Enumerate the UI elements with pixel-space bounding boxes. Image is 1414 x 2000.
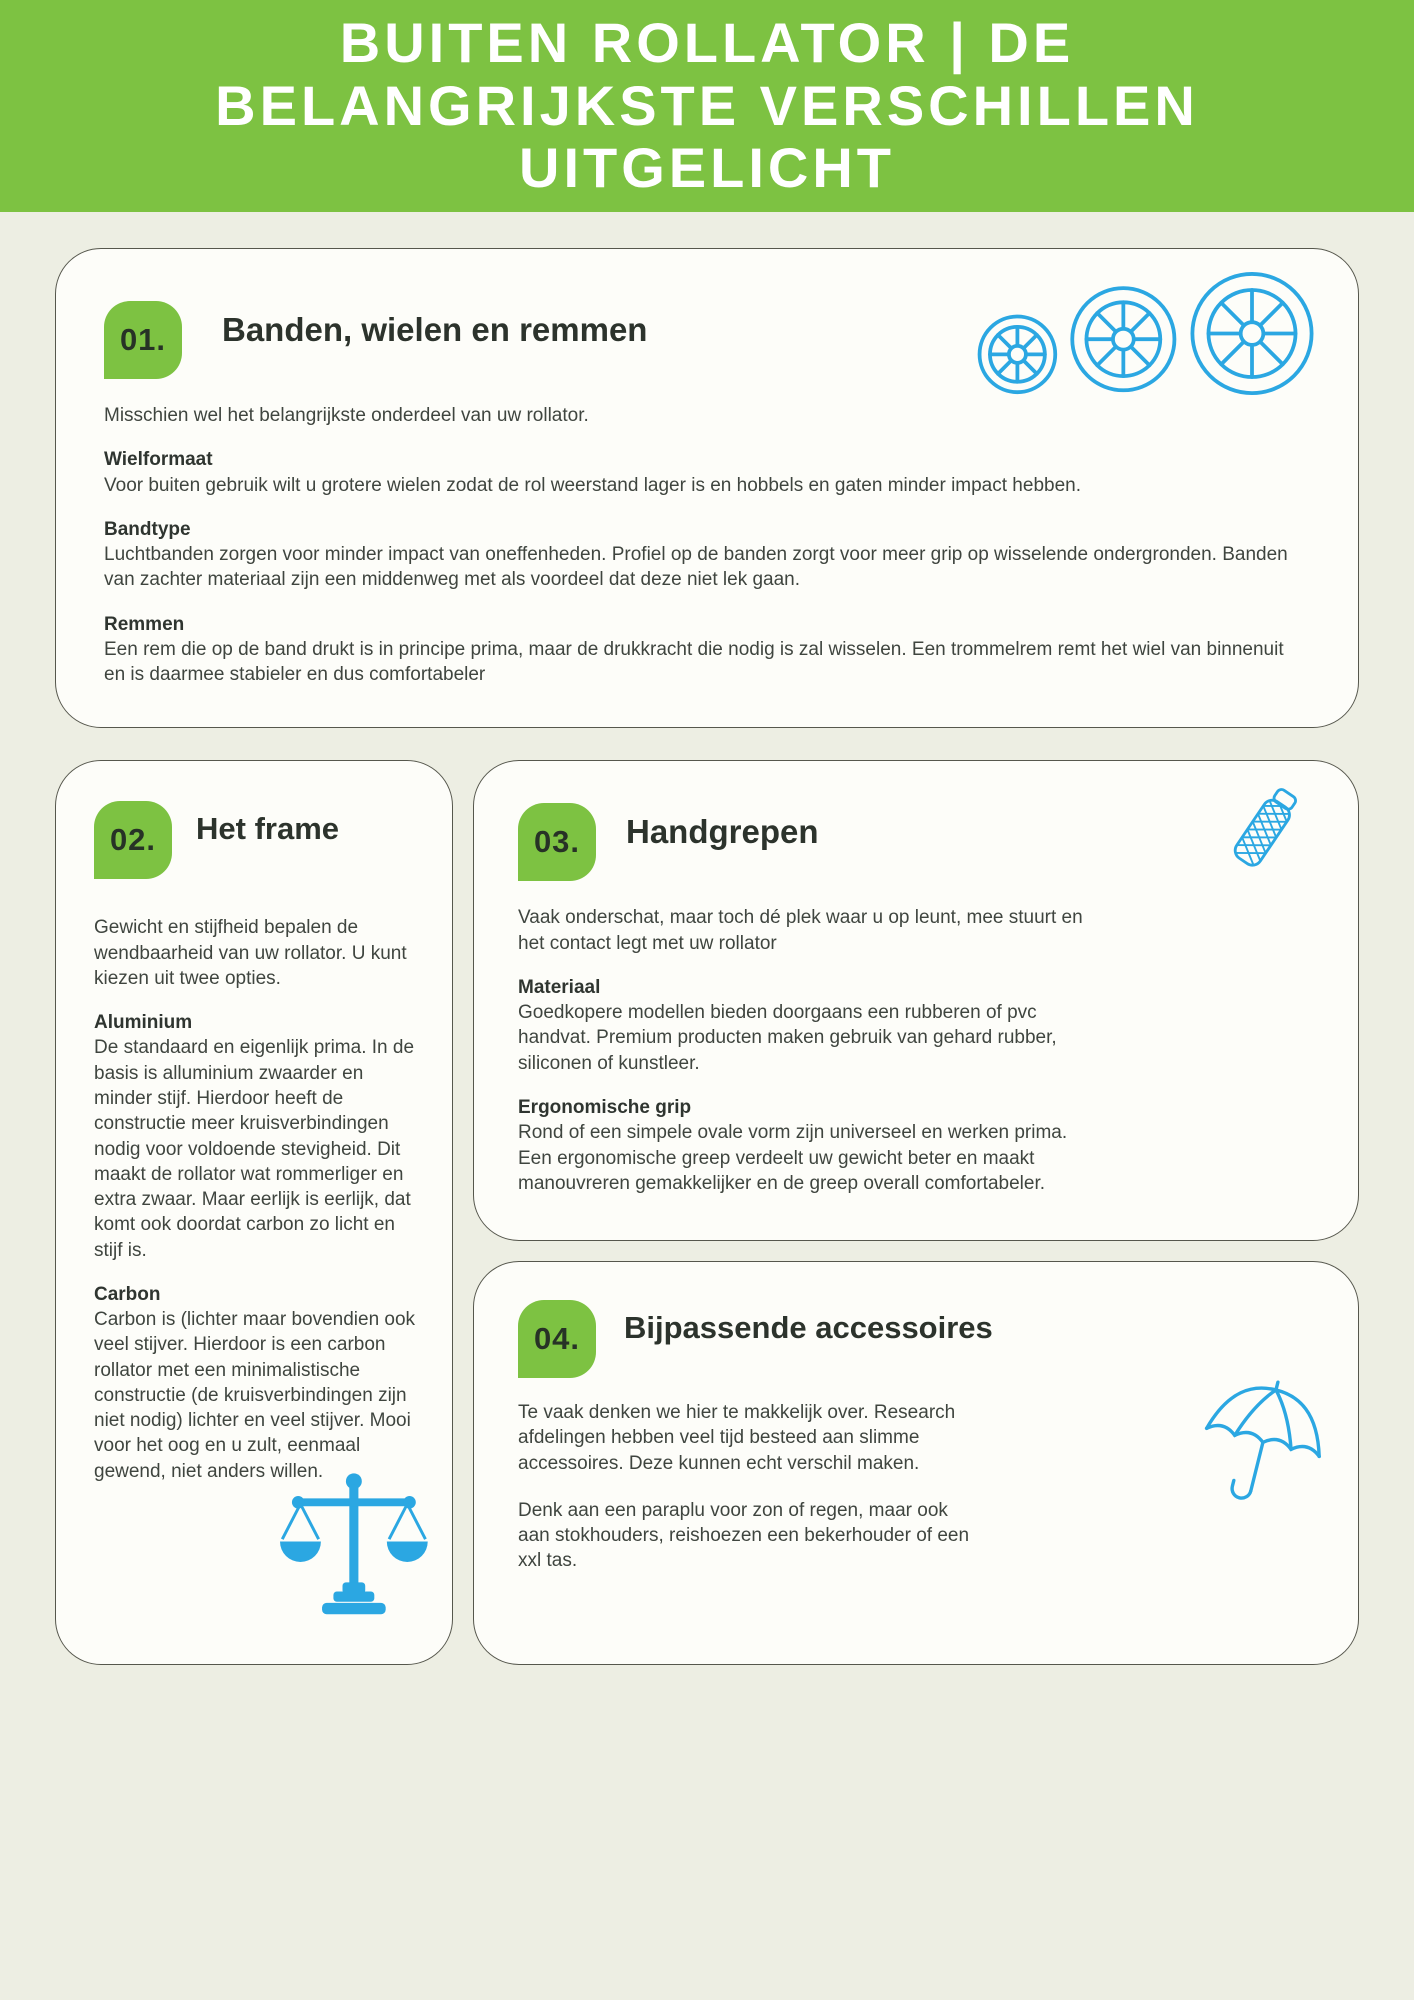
section-materiaal <box>518 975 1314 1076</box>
section-text: De standaard en eigenlijk prima. In de basis is alluminium zwaarder en minder stijf. Hierdoor heeft de constructie meer kruisverbindingen nodig voor voldoende stevigheid. Dit maakt de rollator wat rommerliger en extra zwaar. Maar eerlijk is eerlijk, dat komt ook doordat carbon zo licht en stijf is. <box>94 1037 415 1261</box>
card-3-header <box>518 803 1314 881</box>
section-heading: Bandtype <box>104 518 191 540</box>
section-text: Rond of een simpele ovale vorm zijn universeel en werken prima. Een ergonomische greep verdeelt uw gewicht beter en maakt manouvreren gemakkelijker en de greep overall comfortabeler. <box>518 1122 1068 1194</box>
section-heading: Materiaal <box>518 976 601 998</box>
section-text: Goedkopere modellen bieden doorgaans een rubberen of pvc handvat. Premium producten maken gebruik van gehard rubber, siliconen of kunstleer. <box>518 1002 1057 1074</box>
card-4-title: Bijpassende accessoires <box>624 1310 993 1346</box>
section-text: Een rem die op de band drukt is in principe prima, maar de drukkracht die nodig is zal wisselen. Een trommelrem remt het wiel van binnenuit en is daarmee stabieler en dus comfortabeler <box>104 638 1284 686</box>
section-bandtype <box>104 517 1294 593</box>
section-text: Voor buiten gebruik wilt u grotere wielen zodat de rol weerstand lager is en hobbels en gaten minder impact hebben. <box>104 474 1081 496</box>
card-4-number-badge: 04. <box>518 1300 596 1378</box>
section-ergonomische-grip <box>518 1095 1314 1196</box>
section-heading: Aluminium <box>94 1012 193 1034</box>
section-remmen <box>104 612 1294 688</box>
wheels-icon <box>972 265 1322 403</box>
card-1-number-badge: 01. <box>104 301 182 379</box>
scales-icon <box>280 1468 430 1640</box>
section-aluminium <box>94 1010 416 1263</box>
page-title <box>215 12 1199 200</box>
card-2-title: Het frame <box>196 811 339 847</box>
card-2-header <box>94 801 416 879</box>
card-1-intro: Misschien wel het belangrijkste onderdeel van uw rollator. <box>104 405 589 426</box>
umbrella-icon <box>1190 1380 1330 1528</box>
card-handgrepen <box>473 760 1359 1241</box>
card-1-title: Banden, wielen en remmen <box>222 311 648 348</box>
card-3-number-badge: 03. <box>518 803 596 881</box>
card-4-paragraph: Denk aan een paraplu voor zon of regen, maar ook aan stokhouders, reishoezen een bekerhouder of een xxl tas. <box>518 1499 970 1572</box>
content-area <box>0 212 1414 1665</box>
card-accessoires <box>473 1261 1359 1665</box>
card-4-header <box>518 1300 1314 1378</box>
card-3-title: Handgrepen <box>626 813 819 851</box>
section-wielformaat <box>104 447 1294 498</box>
card-banden-wielen-remmen <box>55 248 1359 728</box>
section-heading: Carbon <box>94 1283 161 1305</box>
card-4-paragraph: Te vaak denken we hier te makkelijk over. Research afdelingen hebben veel tijd besteed aan slimme accessoires. Deze kunnen echt verschil maken. <box>518 1402 956 1474</box>
card-1-body <box>104 403 1294 687</box>
grip-icon <box>1214 779 1318 889</box>
card-het-frame <box>55 760 453 1665</box>
card-3-intro: Vaak onderschat, maar toch dé plek waar u op leunt, mee stuurt en het contact legt met uw rollator <box>518 907 1083 954</box>
section-carbon <box>94 1282 416 1484</box>
card-2-intro: Gewicht en stijfheid bepalen de wendbaarheid van uw rollator. U kunt kiezen uit twee opties. <box>94 917 407 989</box>
right-column <box>473 760 1359 1665</box>
section-heading: Ergonomische grip <box>518 1096 692 1118</box>
title-line-1: BUITEN ROLLATOR | DE <box>339 10 1075 74</box>
cards-row <box>55 760 1359 1665</box>
section-text: Luchtbanden zorgen voor minder impact van oneffenheden. Profiel op de banden zorgt voor meer grip op wisselende ondergronden. Banden van zachter materiaal zijn een middenweg met als voordeel dat deze niet lek gaan. <box>104 544 1288 591</box>
title-line-2: BELANGRIJKSTE VERSCHILLEN <box>215 73 1199 137</box>
section-heading: Wielformaat <box>104 449 213 471</box>
section-text: Carbon is (lichter maar bovendien ook veel stijver. Hierdoor is een carbon rollator met een minimalistische constructie (de kruisverbindingen zijn niet nodig) lichter en veel stijver. Mooi voor het oog en u zult, eenmaal gewend, niet anders willen. <box>94 1309 416 1482</box>
section-heading: Remmen <box>104 613 185 635</box>
card-2-number-badge: 02. <box>94 801 172 879</box>
title-line-3: UITGELICHT <box>519 136 895 200</box>
header-banner <box>0 0 1414 212</box>
